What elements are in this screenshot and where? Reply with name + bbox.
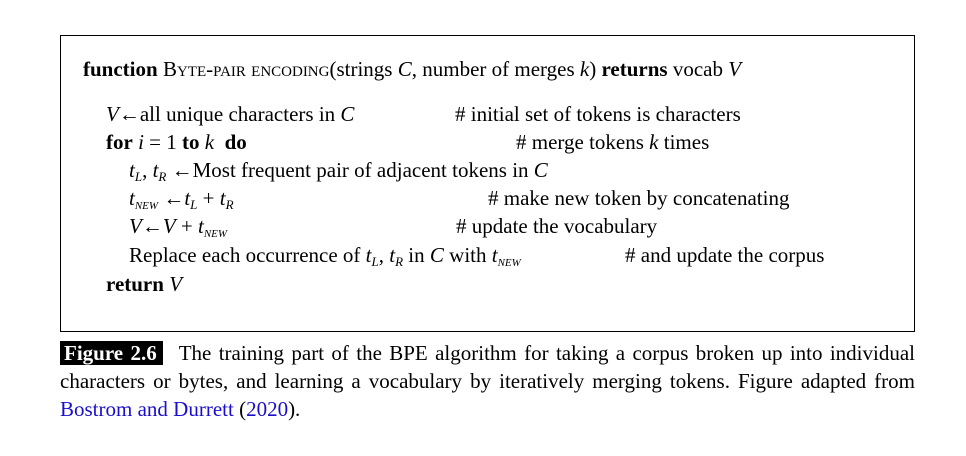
- comment-init: # initial set of tokens is characters: [455, 102, 741, 126]
- comment-update-vocab: # update the vocabulary: [456, 214, 658, 238]
- keyword-returns: returns: [601, 57, 668, 81]
- algorithm-line-update-vocab: V←V + $t_{NEW}$ # update the vocabulary: [129, 214, 658, 240]
- keyword-to: to: [182, 130, 200, 154]
- keyword-for: for: [106, 130, 133, 154]
- algorithm-line-for: for i = 1 to k do # merge tokens k times: [106, 130, 710, 154]
- citation-year-link[interactable]: 2020: [246, 397, 289, 421]
- caption-text: The training part of the BPE algorithm for taking a corpus broken up into individual characters or bytes, and learning a vocabulary by iteratively merging tokens. Figure adapted from: [60, 341, 916, 393]
- algorithm-line-pair: $t_L$, $t_R$ ←Most frequent pair of adjacent tokens in C: [129, 158, 548, 184]
- keyword-do: do: [224, 130, 247, 154]
- algorithm-line-init: V←all unique characters in C # initial set of tokens is characters: [106, 102, 741, 126]
- keyword-function: function: [83, 57, 158, 81]
- comment-new-token: # make new token by concatenating: [488, 186, 790, 210]
- comment-merge: # merge tokens k times: [516, 130, 710, 154]
- algorithm-line-replace: Replace each occurrence of $t_L$, $t_R$ in C with $t_{NEW}$ # and update the corpus: [129, 243, 825, 269]
- algorithm-line-return: return V: [106, 272, 183, 296]
- comment-update-corpus: # and update the corpus: [625, 243, 825, 267]
- figure-caption: Figure 2.6 The training part of the BPE algorithm for taking a corpus broken up into individual characters or bytes, and learning a vocabulary by iteratively merging tokens. Figure adapted from Bostrom and Durrett (2020).: [60, 341, 916, 421]
- algorithm-line-new-token: $t_{NEW}$ $\leftarrow t_L + t_R$ # make new token by concatenating: [129, 186, 790, 212]
- figure-label: Figure 2.6: [60, 341, 163, 365]
- keyword-return: return: [106, 272, 164, 296]
- algorithm-header: function Byte-pair encoding(strings C, number of merges k) returns vocab V: [83, 57, 742, 81]
- citation-authors-link[interactable]: Bostrom and Durrett: [60, 397, 234, 421]
- algorithm-name: Byte-pair encoding: [162, 57, 330, 81]
